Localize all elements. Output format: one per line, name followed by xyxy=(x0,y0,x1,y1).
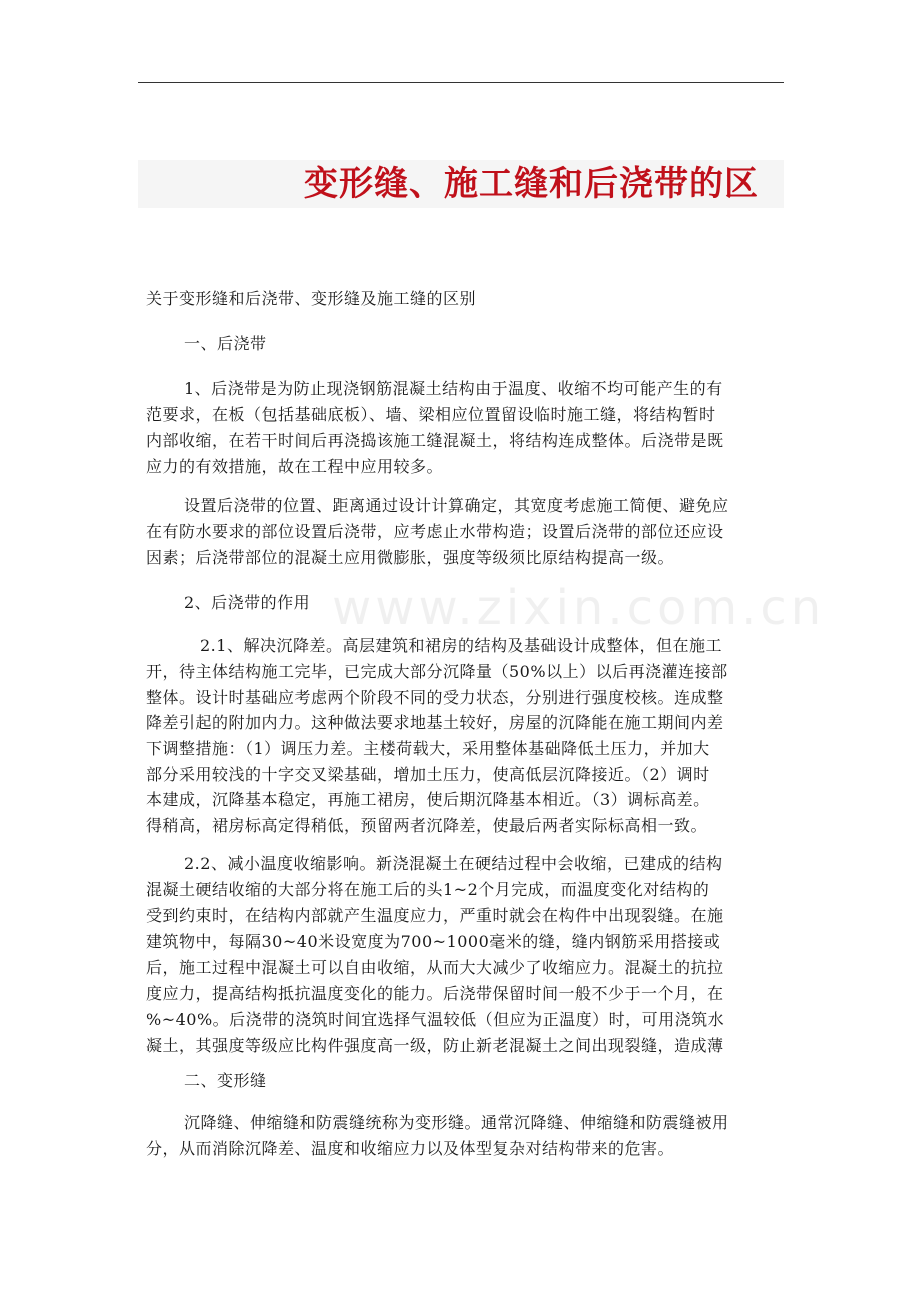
paragraph-line: 2.2、减小温度收缩影响。新浇混凝土在硬结过程中会收缩，已建成的结构 xyxy=(184,854,723,873)
paragraph-line: 本建成，沉降基本稳定，再施工裙房，使后期沉降基本相近。（3）调标高差。 xyxy=(146,790,710,809)
paragraph-line: 混凝土硬结收缩的大部分将在施工后的头1~2个月完成，而温度变化对结构的 xyxy=(146,880,710,899)
paragraph-line: 部分采用较浅的十字交叉梁基础，增加土压力，使高低层沉降接近。（2）调时 xyxy=(146,765,710,784)
paragraph-line: 受到约束时，在结构内部就产生温度应力，严重时就会在构件中出现裂缝。在施 xyxy=(146,906,724,925)
paragraph-line: 范要求，在板（包括基础底板）、墙、梁相应位置留设临时施工缝，将结构暂时 xyxy=(146,405,716,424)
paragraph-line: 降差引起的附加内力。这种做法要求地基土较好，房屋的沉降能在施工期间内差 xyxy=(146,713,724,732)
paragraph-line: 整体。设计时基础应考虑两个阶段不同的受力状态，分别进行强度校核。连成整 xyxy=(146,688,724,707)
paragraph-line: 2.1、解决沉降差。高层建筑和裙房的结构及基础设计成整体，但在施工 xyxy=(200,636,722,655)
subsection-heading: 2、后浇带的作用 xyxy=(184,593,311,612)
paragraph-line: 1、后浇带是为防止现浇钢筋混凝土结构由于温度、收缩不均可能产生的有 xyxy=(184,379,723,398)
paragraph-line: 开，待主体结构施工完毕，已完成大部分沉降量（50%以上）以后再浇灌连接部 xyxy=(146,662,728,681)
intro-line: 关于变形缝和后浇带、变形缝及施工缝的区别 xyxy=(146,289,477,308)
paragraph-line: 度应力，提高结构抵抗温度变化的能力。后浇带保留时间一般不少于一个月，在 xyxy=(146,984,724,1003)
paragraph-line: 下调整措施：（1）调压力差。主楼荷载大，采用整体基础降低土压力，并加大 xyxy=(146,739,710,758)
section-heading-2: 二、变形缝 xyxy=(184,1071,267,1090)
section-heading-1: 一、后浇带 xyxy=(184,334,267,353)
paragraph-line: 内部收缩，在若干时间后再浇捣该施工缝混凝土，将结构连成整体。后浇带是既 xyxy=(146,431,724,450)
document-body xyxy=(146,0,784,1302)
paragraph-line: 后，施工过程中混凝土可以自由收缩，从而大大减少了收缩应力。混凝土的抗拉 xyxy=(146,958,724,977)
paragraph-line: 建筑物中，每隔30~40米设宽度为700~1000毫米的缝，缝内钢筋采用搭接或 xyxy=(146,932,721,951)
paragraph-line: %~40%。后浇带的浇筑时间宜选择气温较低（但应为正温度）时，可用浇筑水 xyxy=(146,1010,725,1029)
paragraph-line: 得稍高，裙房标高定得稍低，预留两者沉降差，使最后两者实际标高相一致。 xyxy=(146,816,708,835)
paragraph-line: 应力的有效措施，故在工程中应用较多。 xyxy=(146,457,444,476)
paragraph-line: 因素；后浇带部位的混凝土应用微膨胀，强度等级须比原结构提高一级。 xyxy=(146,548,675,567)
document-title: 变形缝、施工缝和后浇带的区 xyxy=(304,164,759,204)
paragraph-line: 在有防水要求的部位设置后浇带，应考虑止水带构造；设置后浇带的部位还应设 xyxy=(146,522,724,541)
paragraph-line: 分，从而消除沉降差、温度和收缩应力以及体型复杂对结构带来的危害。 xyxy=(146,1139,675,1158)
paragraph-line: 凝土，其强度等级应比构件强度高一级，防止新老混凝土之间出现裂缝，造成薄 xyxy=(146,1036,724,1055)
paragraph-line: 沉降缝、伸缩缝和防震缝统称为变形缝。通常沉降缝、伸缩缝和防震缝被用 xyxy=(184,1113,729,1132)
watermark: www.zixin.com.cn xyxy=(332,580,826,636)
paragraph-line: 设置后浇带的位置、距离通过设计计算确定，其宽度考虑施工简便、避免应 xyxy=(184,496,729,515)
